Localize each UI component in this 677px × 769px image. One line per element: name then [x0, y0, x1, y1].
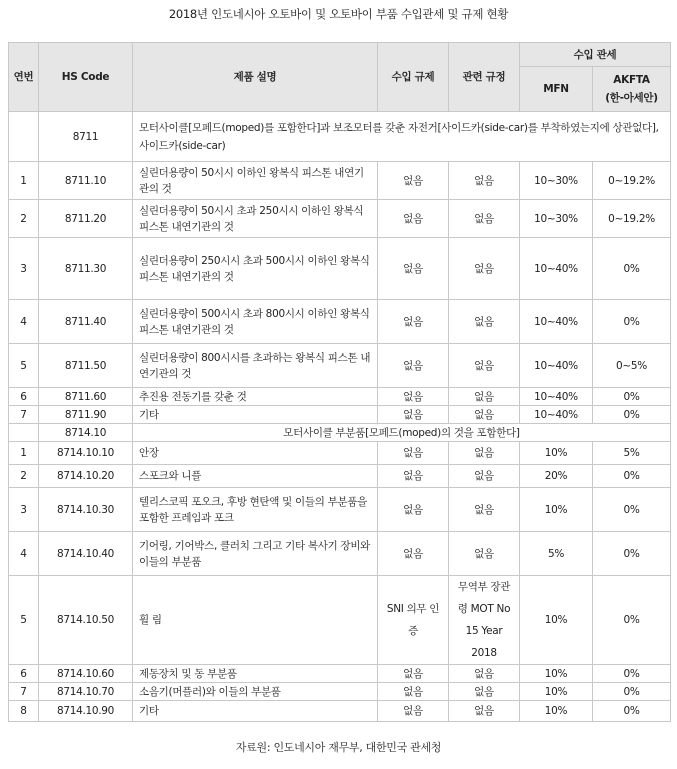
- cell-related-regulation: 없음: [449, 238, 520, 300]
- cell-description: 제동장치 및 동 부분품: [133, 665, 378, 683]
- cell-description: 실린더용량이 50시시 이하인 왕복식 피스톤 내연기관의 것: [133, 162, 378, 200]
- cell-akfta: 0%: [593, 488, 671, 532]
- cell-description: 텔리스코픽 포오크, 후방 현탄액 및 이들의 부분품을 포함한 프레임과 포크: [133, 488, 378, 532]
- cell-description: 모터사이클 부분품[모페드(moped)의 것을 포함한다]: [133, 424, 671, 442]
- cell-hs-code: 8711.90: [39, 406, 133, 424]
- cell-import-regulation: 없음: [378, 300, 449, 344]
- cell-import-regulation: 없음: [378, 200, 449, 238]
- table-row: [9, 388, 671, 406]
- cell-related-regulation: 없음: [449, 406, 520, 424]
- cell-import-regulation: 없음: [378, 683, 449, 701]
- cell-import-regulation: 없음: [378, 162, 449, 200]
- cell-mfn: 10~30%: [520, 200, 593, 238]
- header-import-tariff: 수입 관세: [520, 43, 671, 67]
- cell-akfta: 0%: [593, 576, 671, 665]
- cell-related-regulation: 없음: [449, 388, 520, 406]
- cell-description: 추진용 전동기를 갖춘 것: [133, 388, 378, 406]
- table-row: [9, 406, 671, 424]
- cell-no: 2: [9, 465, 39, 488]
- cell-mfn: 10%: [520, 683, 593, 701]
- cell-description: 실린더용량이 800시시를 초과하는 왕복식 피스톤 내연기관의 것: [133, 344, 378, 388]
- cell-related-regulation: 없음: [449, 665, 520, 683]
- cell-hs-code: 8714.10: [39, 424, 133, 442]
- cell-akfta: 0~5%: [593, 344, 671, 388]
- cell-import-regulation: 없음: [378, 442, 449, 465]
- cell-mfn: 10~30%: [520, 162, 593, 200]
- cell-related-regulation: 없음: [449, 344, 520, 388]
- cell-mfn: 10%: [520, 488, 593, 532]
- cell-akfta: 5%: [593, 442, 671, 465]
- cell-mfn: 10~40%: [520, 238, 593, 300]
- cell-no: 1: [9, 162, 39, 200]
- cell-akfta: 0%: [593, 465, 671, 488]
- table-row: [9, 162, 671, 200]
- header-akfta: AKFTA (한-아세안): [593, 67, 671, 112]
- table-row: [9, 344, 671, 388]
- cell-no: 7: [9, 406, 39, 424]
- cell-description: 스포크와 니플: [133, 465, 378, 488]
- cell-no: 4: [9, 532, 39, 576]
- cell-description: 기어링, 기어박스, 클러치 그리고 기타 복사기 장비와 이들의 부분품: [133, 532, 378, 576]
- cell-description: 소음기(머플러)와 이들의 부분품: [133, 683, 378, 701]
- cell-related-regulation: 없음: [449, 701, 520, 722]
- cell-description: 안장: [133, 442, 378, 465]
- cell-related-regulation: 없음: [449, 200, 520, 238]
- tariff-table: [8, 42, 671, 722]
- page-title: 2018년 인도네시아 오토바이 및 오토바이 부품 수입관세 및 규제 현황: [168, 7, 509, 21]
- table-row: [9, 701, 671, 722]
- cell-akfta: 0%: [593, 300, 671, 344]
- cell-related-regulation: 없음: [449, 488, 520, 532]
- cell-description: 실린더용량이 250시시 초과 500시시 이하인 왕복식 피스톤 내연기관의 것: [133, 238, 378, 300]
- cell-import-regulation: SNI 의무 인증: [378, 576, 449, 665]
- cell-akfta: 0%: [593, 683, 671, 701]
- cell-mfn: 10%: [520, 665, 593, 683]
- table-group-row: [9, 424, 671, 442]
- cell-akfta: 0%: [593, 388, 671, 406]
- cell-description: 실린더용량이 50시시 초과 250시시 이하인 왕복식 피스톤 내연기관의 것: [133, 200, 378, 238]
- cell-description: 휠 림: [133, 576, 378, 665]
- header-mfn: MFN: [520, 67, 593, 112]
- table-row: [9, 683, 671, 701]
- cell-akfta: 0%: [593, 701, 671, 722]
- cell-import-regulation: 없음: [378, 701, 449, 722]
- cell-hs-code: 8711.30: [39, 238, 133, 300]
- cell-no: 3: [9, 238, 39, 300]
- cell-hs-code: 8711.50: [39, 344, 133, 388]
- cell-no: 6: [9, 665, 39, 683]
- header-no: 연번: [9, 43, 39, 112]
- cell-import-regulation: 없음: [378, 388, 449, 406]
- cell-akfta: 0%: [593, 406, 671, 424]
- cell-related-regulation: 무역부 장관령 MOT No 15 Year 2018: [449, 576, 520, 665]
- cell-no: 5: [9, 576, 39, 665]
- cell-hs-code: 8711.40: [39, 300, 133, 344]
- cell-import-regulation: 없음: [378, 488, 449, 532]
- cell-akfta: 0~19.2%: [593, 162, 671, 200]
- header-hs-code: HS Code: [39, 43, 133, 112]
- cell-mfn: 5%: [520, 532, 593, 576]
- cell-description: 실린더용량이 500시시 초과 800시시 이하인 왕복식 피스톤 내연기관의 것: [133, 300, 378, 344]
- cell-hs-code: 8711.20: [39, 200, 133, 238]
- header-related-regulation: 관련 규정: [449, 43, 520, 112]
- cell-no: 8: [9, 701, 39, 722]
- table-row: [9, 442, 671, 465]
- cell-no: 3: [9, 488, 39, 532]
- cell-hs-code: 8714.10.90: [39, 701, 133, 722]
- cell-related-regulation: 없음: [449, 532, 520, 576]
- cell-akfta: 0~19.2%: [593, 200, 671, 238]
- cell-related-regulation: 없음: [449, 465, 520, 488]
- table-row: [9, 300, 671, 344]
- cell-mfn: 10~40%: [520, 388, 593, 406]
- cell-hs-code: 8714.10.40: [39, 532, 133, 576]
- cell-related-regulation: 없음: [449, 162, 520, 200]
- cell-description: 모터사이클[모페드(moped)를 포함한다]과 보조모터를 갖춘 자전거[사이드카(side-car)를 부착하였는지에 상관없다], 사이드카(side-car): [133, 112, 671, 162]
- cell-no: 6: [9, 388, 39, 406]
- cell-import-regulation: 없음: [378, 665, 449, 683]
- cell-hs-code: 8711.10: [39, 162, 133, 200]
- cell-import-regulation: 없음: [378, 465, 449, 488]
- cell-akfta: 0%: [593, 665, 671, 683]
- table-row: [9, 200, 671, 238]
- cell-mfn: 10~40%: [520, 300, 593, 344]
- cell-hs-code: 8714.10.60: [39, 665, 133, 683]
- header-description: 제품 설명: [133, 43, 378, 112]
- cell-mfn: 10%: [520, 442, 593, 465]
- cell-no: 1: [9, 442, 39, 465]
- cell-hs-code: 8711.60: [39, 388, 133, 406]
- cell-mfn: 10%: [520, 576, 593, 665]
- cell-akfta: 0%: [593, 238, 671, 300]
- table-row: [9, 665, 671, 683]
- cell-description: 기타: [133, 406, 378, 424]
- cell-related-regulation: 없음: [449, 683, 520, 701]
- cell-import-regulation: 없음: [378, 344, 449, 388]
- cell-no: 2: [9, 200, 39, 238]
- cell-hs-code: 8714.10.30: [39, 488, 133, 532]
- cell-no: 5: [9, 344, 39, 388]
- table-row: [9, 465, 671, 488]
- cell-import-regulation: 없음: [378, 532, 449, 576]
- cell-hs-code: 8714.10.20: [39, 465, 133, 488]
- cell-mfn: 10~40%: [520, 344, 593, 388]
- header-import-regulation: 수입 규제: [378, 43, 449, 112]
- table-row: [9, 532, 671, 576]
- table-row: [9, 238, 671, 300]
- cell-mfn: 10%: [520, 701, 593, 722]
- cell-no: [9, 424, 39, 442]
- cell-hs-code: 8714.10.50: [39, 576, 133, 665]
- cell-hs-code: 8714.10.70: [39, 683, 133, 701]
- cell-no: 4: [9, 300, 39, 344]
- cell-import-regulation: 없음: [378, 238, 449, 300]
- cell-import-regulation: 없음: [378, 406, 449, 424]
- cell-no: 7: [9, 683, 39, 701]
- table-group-row: [9, 112, 671, 162]
- table-row: [9, 576, 671, 665]
- cell-hs-code: 8711: [39, 112, 133, 162]
- cell-description: 기타: [133, 701, 378, 722]
- cell-hs-code: 8714.10.10: [39, 442, 133, 465]
- source-note: 자료원: 인도네시아 재무부, 대한민국 관세청: [235, 741, 442, 754]
- cell-related-regulation: 없음: [449, 300, 520, 344]
- cell-mfn: 10~40%: [520, 406, 593, 424]
- cell-mfn: 20%: [520, 465, 593, 488]
- cell-akfta: 0%: [593, 532, 671, 576]
- cell-related-regulation: 없음: [449, 442, 520, 465]
- table-row: [9, 488, 671, 532]
- cell-no: [9, 112, 39, 162]
